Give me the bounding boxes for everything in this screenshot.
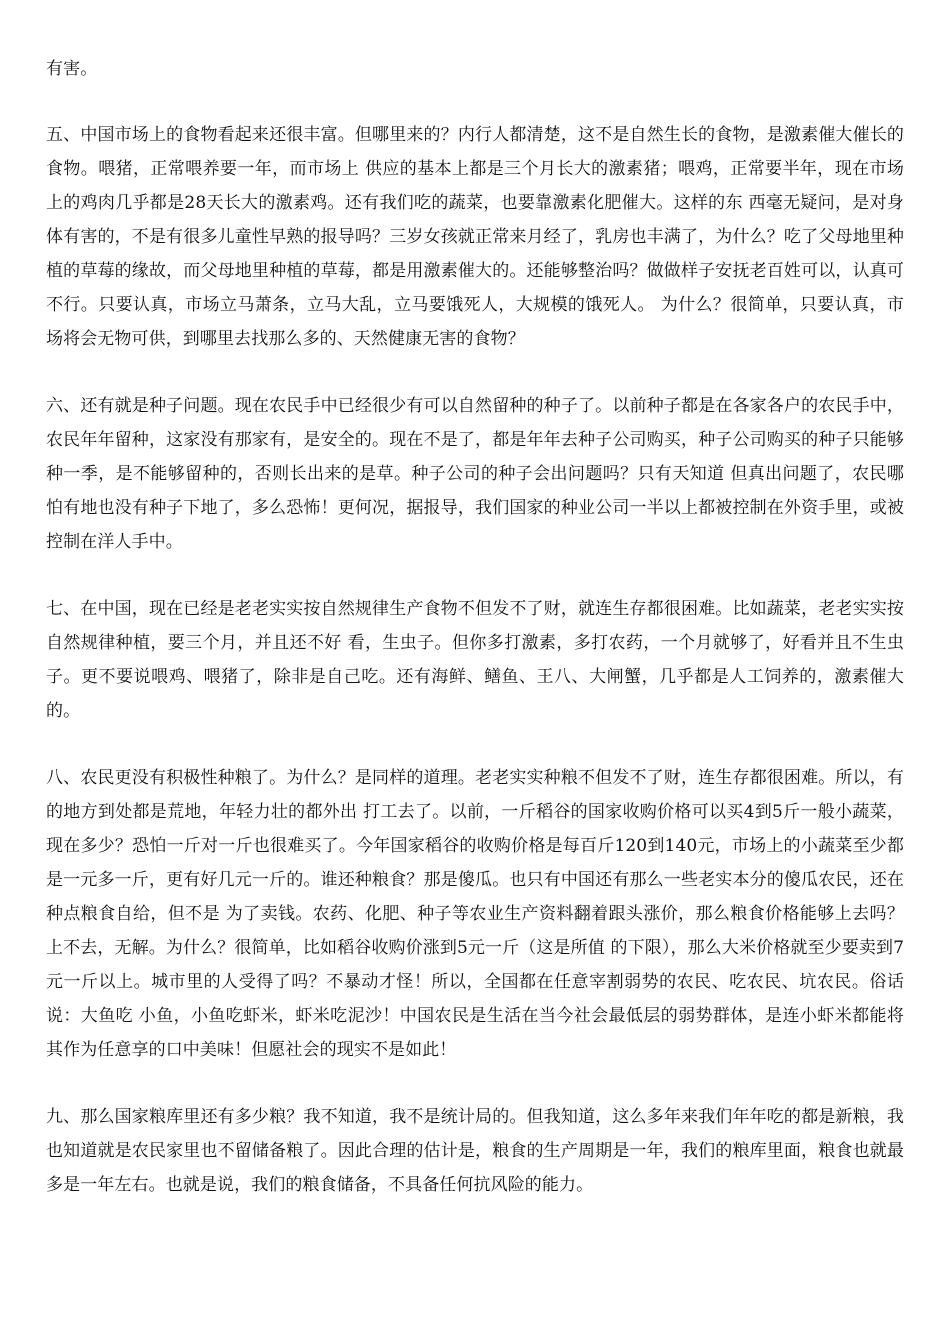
paragraph-8: 八、农民更没有积极性种粮了。为什么？是同样的道理。老老实实种粮不但发不了财，连生存都很困难。所以，有的地方到处都是荒地，年轻力壮的都外出 打工去了。以前，一斤稻谷的国家收购价格可以买4到5斤一般小蔬菜，现在多少？恐怕一斤对一斤也很难买了。今年国家稻谷的收购价格是每百斤120到140元，市场上的小蔬菜至少都是一元多一斤，更有好几元一斤的。谁还种粮食？那是傻瓜。也只有中国还有那么一些老实本分的傻瓜农民，还在种点粮食自给，但不是 为了卖钱。农药、化肥、种子等农业生产资料翻着跟头涨价，那么粮食价格能够上去吗？上不去，无解。为什么？很简单，比如稻谷收购价涨到5元一斤（这是所值 的下限），那么大米价格就至少要卖到7元一斤以上。城市里的人受得了吗？不暴动才怪！所以，全国都在任意宰割弱势的农民、吃农民、坑农民。俗话说：大鱼吃 小鱼，小鱼吃虾米，虾米吃泥沙！中国农民是生活在当今社会最低层的弱势群体，是连小虾米都能将其作为任意享的口中美味！但愿社会的现实不是如此！	[46, 768, 904, 1060]
paragraph-continuation: 有害。	[46, 59, 98, 79]
paragraph-9: 九、那么国家粮库里还有多少粮？我不知道，我不是统计局的。但我知道，这么多年来我们年年吃的都是新粮，我也知道就是农民家里也不留储备粮了。因此合理的估计是，粮食的生产周期是一年，我们的粮库里面，粮食也就最多是一年左右。也就是说，我们的粮食储备，不具备任何抗风险的能力。	[46, 1107, 904, 1195]
paragraph-5: 五、中国市场上的食物看起来还很丰富。但哪里来的？内行人都清楚，这不是自然生长的食物，是激素催大催长的食物。喂猪，正常喂养要一年，而市场上 供应的基本上都是三个月长大的激素猪；喂鸡，正常要半年，现在市场上的鸡肉几乎都是28天长大的激素鸡。还有我们吃的蔬菜，也要靠激素化肥催大。这样的东 西毫无疑问，是对身体有害的，不是有很多儿童性早熟的报导吗？三岁女孩就正常来月经了，乳房也丰满了，为什么？吃了父母地里种植的草莓的缘故，而父母地里种植的草莓，都是用激素催大的。还能够整治吗？做做样子安抚老百姓可以，认真可不行。只要认真，市场立马萧条，立马大乱，立马要饿死人，大规模的饿死人。 为什么？很简单，只要认真，市场将会无物可供，到哪里去找那么多的、天然健康无害的食物？	[46, 125, 904, 349]
paragraph-6: 六、还有就是种子问题。现在农民手中已经很少有可以自然留种的种子了。以前种子都是在各家各户的农民手中，农民年年留种，这家没有那家有，是安全的。现在不是了，都是年年去种子公司购买，种子公司购买的种子只能够种一季，是不能够留种的，否则长出来的是草。种子公司的种子会出问题吗？只有天知道 但真出问题了，农民哪怕有地也没有种子下地了，多么恐怖！更何况，据报导，我们国家的种业公司一半以上都被控制在外资手里，或被控制在洋人手中。	[46, 396, 904, 552]
paragraph-7: 七、在中国，现在已经是老老实实按自然规律生产食物不但发不了财，就连生存都很困难。比如蔬菜，老老实实按自然规律种植，要三个月，并且还不好 看，生虫子。但你多打激素，多打农药，一个月就够了，好看并且不生虫子。更不要说喂鸡、喂猪了，除非是自己吃。还有海鲜、鳝鱼、王八、大闸蟹，几乎都是人工饲养的，激素催大的。	[46, 599, 904, 721]
